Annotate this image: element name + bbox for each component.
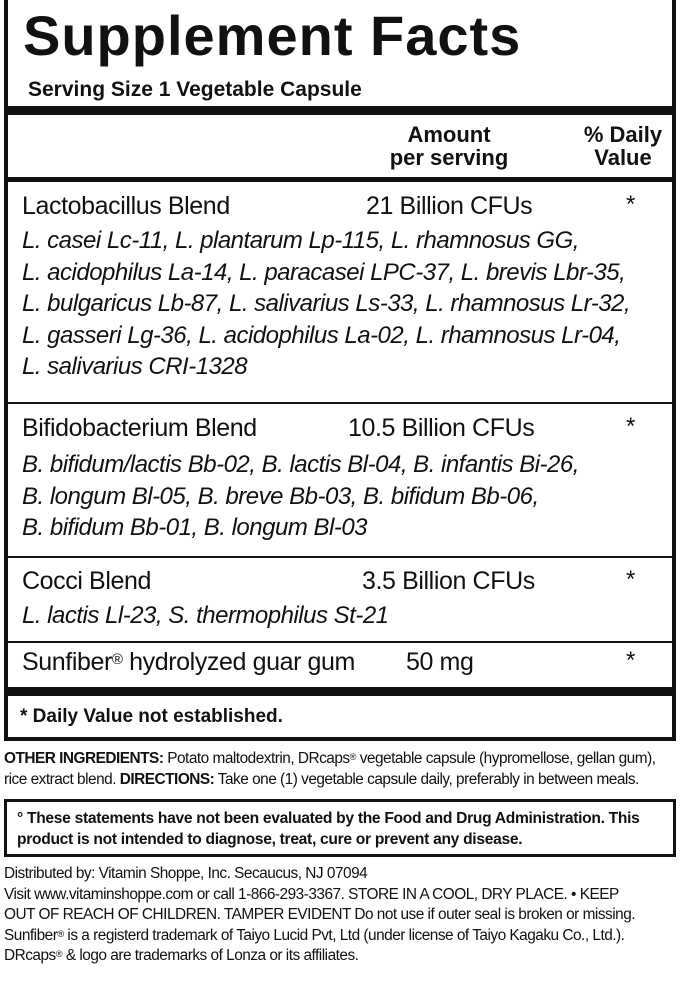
nutrient-amount: 21 Billion CFUs [366, 192, 533, 220]
nutrient-amount: 10.5 Billion CFUs [348, 414, 535, 442]
row-divider [8, 402, 672, 404]
row-divider [8, 641, 672, 643]
lactobacillus-strain-list: L. casei Lc-11, L. plantarum Lp-115, L. rhamnosus GG, L. acidophilus La-14, L. paracasei LPC-37, L. brevis Lbr-35, L. bulgaricus Lb-87, L. salivarius Ls-33, L. rhamnosus Lr-32, L. gasseri Lg-36, L. acidophilus La-02, L. rhamnosus Lr-04, L. salivarius CRI-1328 [22, 227, 631, 380]
nutrient-name: Bifidobacterium Blend [22, 414, 257, 442]
daily-value-footnote: * Daily Value not established. [20, 706, 283, 727]
nutrient-name: Lactobacillus Blend [22, 192, 230, 220]
bifidobacterium-strain-list: B. bifidum/lactis Bb-02, B. lactis Bl-04, B. infantis Bi-26, B. longum Bl-05, B. breve Bb-03, B. bifidum Bb-06, B. bifidum Bb-01, B. longum Bl-03 [22, 451, 579, 541]
header-divider [8, 177, 672, 182]
other-ingredients: OTHER INGREDIENTS: Potato maltodextrin, DRcaps® vegetable capsule (hypromellose, gellan gum), rice extract blend. DIRECTIONS: Take one (1) vegetable capsule daily, preferably in between meals. [4, 750, 656, 788]
heavy-divider [8, 687, 672, 696]
daily-value: * [626, 566, 636, 593]
fda-disclaimer-text: ° These statements have not been evaluated by the Food and Drug Administration. This product is not intended to diagnose, treat, cure or prevent any disease. [17, 810, 640, 848]
fda-disclaimer-box [4, 799, 676, 857]
panel-title: Supplement Facts [23, 4, 522, 67]
distributor-footer: Distributed by: Vitamin Shoppe, Inc. Secaucus, NJ 07094 Visit www.vitaminshoppe.com or call 1-866-293-3367. STORE IN A COOL, DRY PLACE. • KEEP OUT OF REACH OF CHILDREN. TAMPER EVIDENT Do not use if outer seal is broken or missing. Sunfiber® is a registerd trademark of Taiyo Lucid Pvt, Ltd (under license of Taiyo Kagaku Co., Ltd.). DRcaps® & logo are trademarks of Lonza or its affiliates. [4, 865, 636, 964]
nutrient-name: Cocci Blend [22, 567, 151, 595]
amount-header: Amount per serving [389, 122, 509, 170]
cocci-strain-list: L. lactis Ll-23, S. thermophilus St-21 [22, 602, 389, 629]
daily-value-header: % Daily Value [583, 122, 663, 170]
serving-size: Serving Size 1 Vegetable Capsule [28, 78, 362, 101]
nutrient-name: Sunfiber® hydrolyzed guar gum [22, 648, 355, 676]
row-divider [8, 556, 672, 558]
daily-value: * [626, 413, 636, 440]
daily-value: * [626, 647, 636, 674]
heavy-divider [8, 106, 672, 115]
nutrient-amount: 50 mg [406, 648, 474, 676]
nutrient-amount: 3.5 Billion CFUs [362, 567, 535, 595]
daily-value: * [626, 191, 636, 218]
supplement-facts-panel [4, 0, 676, 741]
